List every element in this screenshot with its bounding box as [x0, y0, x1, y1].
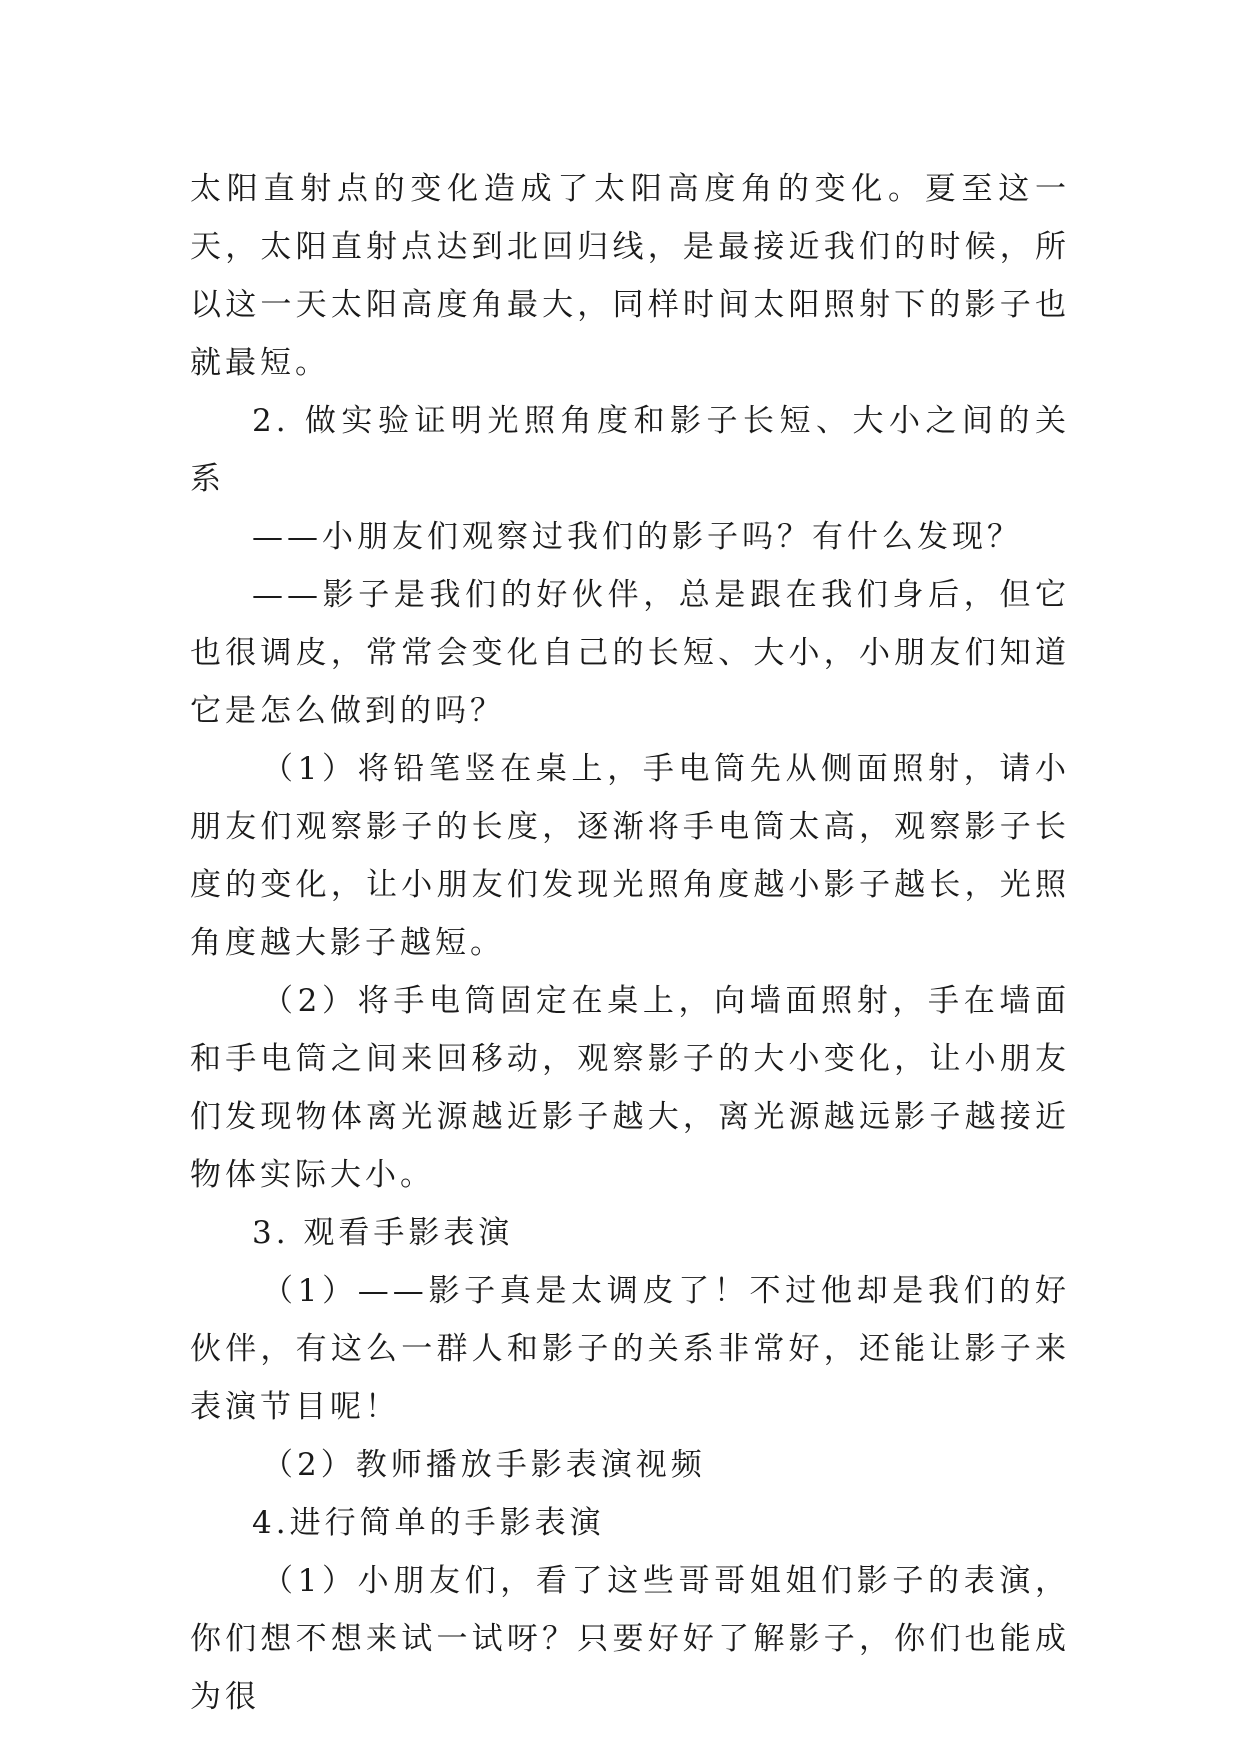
paragraph-shadow-partner: ——影子是我们的好伙伴，总是跟在我们身后，但它也很调皮，常常会变化自己的长短、大小，小朋友们知道它是怎么做到的吗？: [190, 577, 1070, 729]
paragraph-question-observe: ——小朋友们观察过我们的影子吗？有什么发现？: [252, 519, 1022, 555]
heading-simple-hand-shadow-4: 4.进行简单的手影表演: [252, 1505, 605, 1541]
paragraph-step-1-try: （1）小朋友们，看了这些哥哥姐姐们影子的表演，你们想不想来试一试呀？只要好好了解影子，你们也能成为很: [190, 1563, 1070, 1715]
paragraph-step-2-flashlight: （2）将手电筒固定在桌上，向墙面照射，手在墙面和手电筒之间来回移动，观察影子的大小变化，让小朋友们发现物体离光源越近影子越大，离光源越远影子越接近物体实际大小。: [190, 983, 1070, 1193]
paragraph-step-1-pencil: （1）将铅笔竖在桌上，手电筒先从侧面照射，请小朋友们观察影子的长度，逐渐将手电筒太高，观察影子长度的变化，让小朋友们发现光照角度越小影子越长，光照角度越大影子越短。: [190, 751, 1070, 961]
paragraph-step-1-naughty-shadow: （1）——影子真是太调皮了！不过他却是我们的好伙伴，有这么一群人和影子的关系非常好，还能让影子来表演节目呢！: [190, 1273, 1070, 1425]
paragraph-sun-direct-point: 太阳直射点的变化造成了太阳高度角的变化。夏至这一天，太阳直射点达到北回归线，是最接近我们的时候，所以这一天太阳高度角最大，同样时间太阳照射下的影子也就最短。: [190, 171, 1070, 381]
heading-experiment-2: 2. 做实验证明光照角度和影子长短、大小之间的关系: [190, 403, 1070, 497]
paragraph-step-2-video: （2）教师播放手影表演视频: [262, 1447, 706, 1483]
heading-hand-shadow-show-3: 3. 观看手影表演: [252, 1215, 514, 1251]
document-body: [190, 160, 1070, 1726]
